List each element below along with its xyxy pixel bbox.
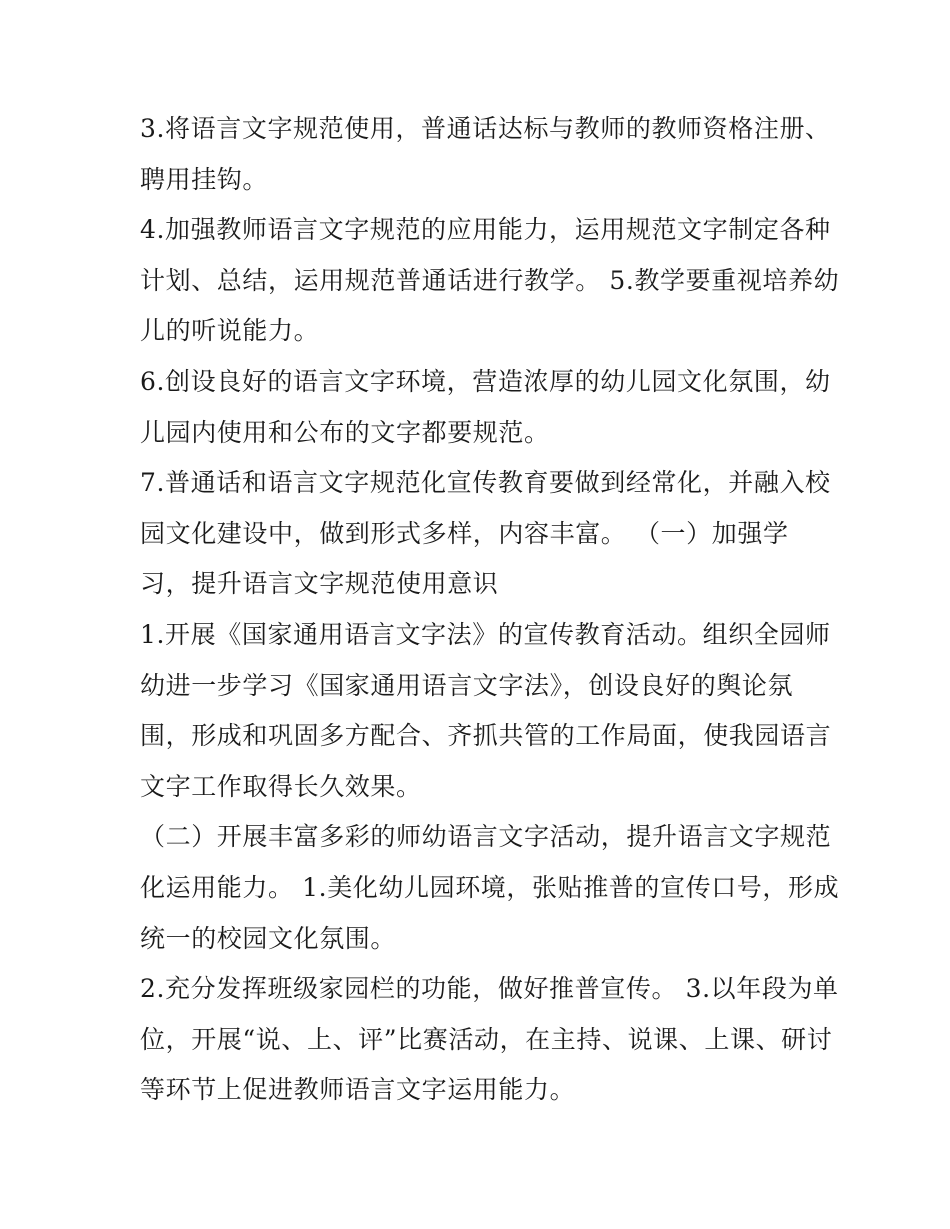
text-line: 习，提升语言文字规范使用意识 bbox=[140, 569, 499, 599]
text-line: 儿的听说能力。 bbox=[140, 316, 320, 346]
body-text bbox=[140, 104, 840, 1116]
text-line: 1.开展《国家通用语言文字法》的宣传教育活动。组织全园师 bbox=[140, 619, 831, 649]
text-line: （二）开展丰富多彩的师幼语言文字活动，提升语言文字规范 bbox=[140, 822, 832, 852]
text-line: 6.创设良好的语言文字环境，营造浓厚的幼儿园文化氛围，幼 bbox=[140, 366, 831, 396]
text-line: 2.充分发挥班级家园栏的功能，做好推普宣传。 3.以年段为单 bbox=[140, 974, 839, 1004]
text-line: 位，开展“说、上、评”比赛活动，在主持、说课、上课、研讨 bbox=[140, 1024, 833, 1054]
text-line: 幼进一步学习《国家通用语言文字法》，创设良好的舆论氛 bbox=[140, 670, 794, 700]
text-line: 儿园内使用和公布的文字都要规范。 bbox=[140, 417, 550, 447]
text-line: 围，形成和巩固多方配合、齐抓共管的工作局面，使我园语言 bbox=[140, 721, 832, 751]
text-line: 统一的校园文化氛围。 bbox=[140, 923, 397, 953]
text-line: 等环节上促进教师语言文字运用能力。 bbox=[140, 1075, 576, 1105]
text-line: 文字工作取得长久效果。 bbox=[140, 771, 422, 801]
text-line: 园文化建设中，做到形式多样，内容丰富。 （一）加强学 bbox=[140, 518, 789, 548]
text-line: 计划、总结，运用规范普通话进行教学。 5.教学要重视培养幼 bbox=[140, 265, 840, 295]
text-line: 7.普通话和语言文字规范化宣传教育要做到经常化，并融入校 bbox=[140, 468, 831, 498]
text-line: 化运用能力。 1.美化幼儿园环境，张贴推普的宣传口号，形成 bbox=[140, 872, 840, 902]
text-line: 3.将语言文字规范使用，普通话达标与教师的教师资格注册、 bbox=[140, 114, 831, 143]
text-line: 4.加强教师语言文字规范的应用能力，运用规范文字制定各种 bbox=[140, 215, 831, 245]
text-line: 聘用挂钩。 bbox=[140, 164, 269, 194]
